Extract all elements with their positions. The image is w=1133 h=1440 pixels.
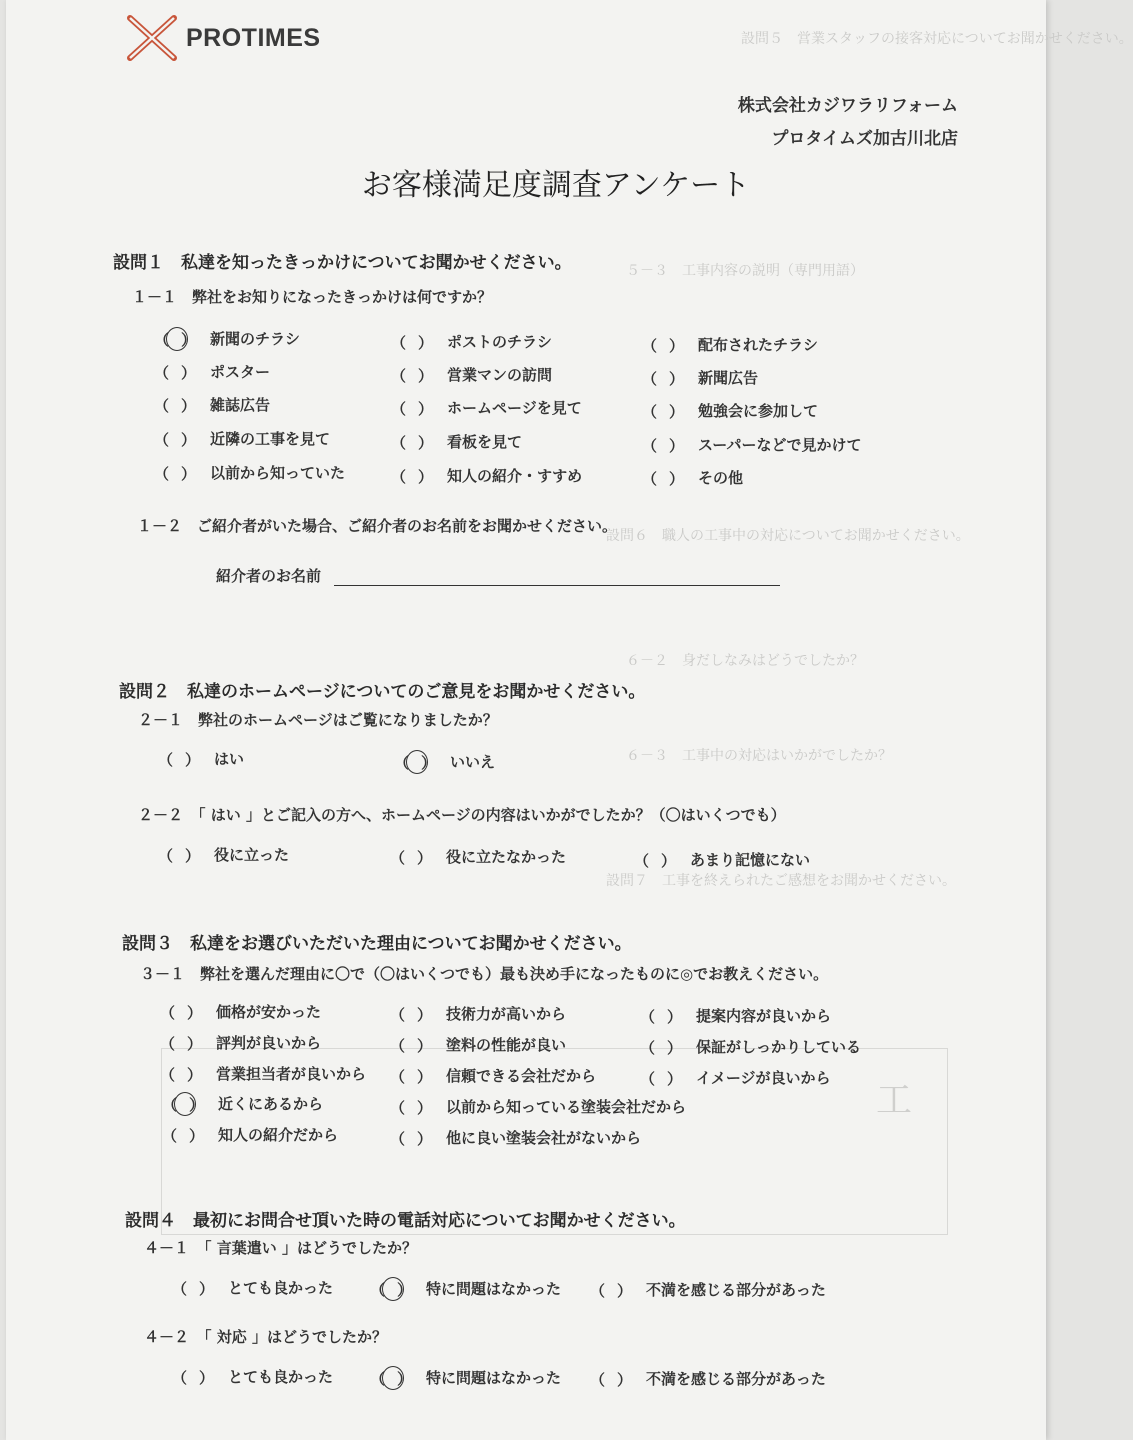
bleed-through-handwriting: 工 <box>876 1080 913 1121</box>
option-q1-14[interactable]: （ ） 知人の紹介・すすめ <box>391 467 583 486</box>
option-q3-2[interactable]: （ ） 技術力が高いから <box>390 1005 567 1024</box>
question-4-1-label: ４－１ 「 言葉遣い 」はどうでしたか？ <box>144 1239 417 1257</box>
option-label: 以前から知っていた <box>210 464 346 482</box>
question-3-1-label: ３－１ 弊社を選んだ理由に〇で（〇はいくつでも）最も決め手になったものに◎でお教えください。 <box>140 965 829 983</box>
option-q4-2-3[interactable]: （ ） 不満を感じる部分があった <box>590 1370 826 1389</box>
option-label: 特に問題はなかった <box>426 1280 562 1298</box>
option-label: 知人の紹介・すすめ <box>447 467 583 485</box>
option-q3-10[interactable]: （ ） 近くにあるから <box>162 1093 323 1114</box>
company-branch: プロタイムズ加古川北店 <box>771 129 958 149</box>
option-q1-11[interactable]: （ ） 看板を見て <box>391 433 523 452</box>
option-q4-1-1[interactable]: （ ） とても良かった <box>172 1279 334 1298</box>
option-label: 信頼できる会社だから <box>446 1067 597 1085</box>
bleed-through-text: ５－３ 工事内容の説明（専門用語） <box>626 263 864 279</box>
option-label: ポストのチラシ <box>447 333 553 351</box>
survey-sheet <box>6 0 1133 1440</box>
option-q3-3[interactable]: （ ） 提案内容が良いから <box>640 1007 832 1026</box>
option-label: 特に問題はなかった <box>426 1369 562 1387</box>
option-q1-6[interactable]: （ ） 新聞広告 <box>642 369 759 388</box>
option-label: ホームページを見て <box>447 399 582 417</box>
option-q1-1[interactable]: （ ） 新聞のチラシ <box>154 328 300 349</box>
question-3-label: 設問３ 私達をお選びいただいた理由についてお聞かせください。 <box>122 934 632 954</box>
bleed-through-text: ６－３ 工事中の対応はいかがでしたか？ <box>626 748 892 764</box>
option-label: 役に立った <box>214 846 290 864</box>
option-q1-4[interactable]: （ ） ポスター <box>154 363 271 382</box>
option-label: 以前から知っている塗装会社だから <box>446 1098 687 1116</box>
option-label: 営業マンの訪問 <box>447 366 553 384</box>
question-2-label: 設問２ 私達のホームページについてのご意見をお聞かせください。 <box>119 682 646 702</box>
option-q1-12[interactable]: （ ） スーパーなどで見かけて <box>642 436 862 455</box>
option-label: いいえ <box>450 753 496 771</box>
option-label: 提案内容が良いから <box>696 1007 832 1025</box>
option-q2-2-2[interactable]: （ ） 役に立たなかった <box>390 848 567 867</box>
bleed-through-text: 設問７ 工事を終えられたご感想をお聞かせください。 <box>606 873 956 889</box>
bleed-through-text: 設問５ 営業スタッフの接客対応についてお聞かせください。 <box>741 31 1133 47</box>
option-q3-11[interactable]: （ ） 以前から知っている塗装会社だから <box>390 1098 687 1117</box>
option-label: 勉強会に参加して <box>698 402 819 420</box>
option-label: 価格が安かった <box>216 1003 322 1021</box>
option-label: 営業担当者が良いから <box>216 1065 367 1083</box>
option-label: 塗料の性能が良い <box>446 1036 567 1054</box>
option-label: 雑誌広告 <box>210 396 271 414</box>
option-label: 新聞広告 <box>698 369 759 387</box>
option-label: 役に立たなかった <box>446 848 567 866</box>
option-label: はい <box>214 750 245 768</box>
option-q1-9[interactable]: （ ） 勉強会に参加して <box>642 402 819 421</box>
option-q2-1-yes[interactable]: （ ） はい <box>158 750 245 769</box>
option-q3-6[interactable]: （ ） 保証がしっかりしている <box>640 1038 862 1057</box>
protimes-logo <box>124 12 321 64</box>
option-label: 近隣の工事を見て <box>210 430 331 448</box>
option-q1-2[interactable]: （ ） ポストのチラシ <box>391 333 553 352</box>
option-q3-5[interactable]: （ ） 塗料の性能が良い <box>390 1036 567 1055</box>
option-label: ポスター <box>210 363 271 381</box>
option-label: イメージが良いから <box>696 1069 831 1087</box>
option-label: 近くにあるから <box>218 1095 324 1113</box>
option-q4-1-2[interactable]: （ ） 特に問題はなかった <box>370 1278 561 1299</box>
option-label: 不満を感じる部分があった <box>646 1281 826 1299</box>
option-q4-1-3[interactable]: （ ） 不満を感じる部分があった <box>590 1281 826 1300</box>
option-label: とても良かった <box>228 1368 334 1386</box>
option-label: 新聞のチラシ <box>210 330 301 348</box>
option-label: 看板を見て <box>447 433 523 451</box>
option-label: あまり記憶にない <box>690 851 811 869</box>
option-label: 知人の紹介だから <box>218 1126 339 1144</box>
option-q3-4[interactable]: （ ） 評判が良いから <box>160 1034 322 1053</box>
bleed-through-text: 設問６ 職人の工事中の対応についてお聞かせください。 <box>606 528 970 544</box>
option-label: 他に良い塗装会社がないから <box>446 1129 642 1147</box>
option-q3-8[interactable]: （ ） 信頼できる会社だから <box>390 1067 597 1086</box>
company-info <box>738 90 958 156</box>
option-label: 保証がしっかりしている <box>696 1038 862 1056</box>
option-label: 評判が良いから <box>216 1034 322 1052</box>
option-q4-2-2[interactable]: （ ） 特に問題はなかった <box>370 1367 561 1388</box>
referrer-name-label: 紹介者のお名前 <box>216 567 322 585</box>
option-q3-13[interactable]: （ ） 他に良い塗装会社がないから <box>390 1129 642 1148</box>
option-label: 不満を感じる部分があった <box>646 1370 826 1388</box>
referrer-name-field[interactable] <box>334 585 780 586</box>
question-1-1-label: １－１ 弊社をお知りになったきっかけは何ですか？ <box>132 288 493 306</box>
option-q2-2-1[interactable]: （ ） 役に立った <box>158 846 290 865</box>
option-q1-10[interactable]: （ ） 近隣の工事を見て <box>154 430 331 449</box>
option-q1-7[interactable]: （ ） 雑誌広告 <box>154 396 271 415</box>
survey-title: お客様満足度調査アンケート <box>361 168 751 203</box>
option-q1-8[interactable]: （ ） ホームページを見て <box>391 399 582 418</box>
option-q2-1-no[interactable]: （ ） いいえ <box>394 751 495 772</box>
protimes-logo-icon <box>124 12 180 64</box>
question-2-1-label: ２－１ 弊社のホームページはご覧になりましたか？ <box>138 711 498 729</box>
bleed-through-text: ６－２ 身だしなみはどうでしたか？ <box>626 653 864 669</box>
option-q4-2-1[interactable]: （ ） とても良かった <box>172 1368 334 1387</box>
option-label: 配布されたチラシ <box>698 336 819 354</box>
option-label: スーパーなどで見かけて <box>698 436 862 454</box>
option-q1-15[interactable]: （ ） その他 <box>642 469 744 488</box>
option-q1-3[interactable]: （ ） 配布されたチラシ <box>642 336 819 355</box>
option-q2-2-3[interactable]: （ ） あまり記憶にない <box>634 851 811 870</box>
question-4-2-label: ４－２ 「 対応 」はどうでしたか？ <box>144 1328 387 1346</box>
option-q3-9[interactable]: （ ） イメージが良いから <box>640 1069 831 1088</box>
logo-text: PROTIMES <box>186 23 321 52</box>
question-1-2-label: １－２ ご紹介者がいた場合、ご紹介者のお名前をお聞かせください。 <box>137 517 618 535</box>
question-4-label: 設問４ 最初にお問合せ頂いた時の電話対応についてお聞かせください。 <box>125 1211 686 1231</box>
option-label: その他 <box>698 469 744 487</box>
option-q3-1[interactable]: （ ） 価格が安かった <box>160 1003 322 1022</box>
option-q1-5[interactable]: （ ） 営業マンの訪問 <box>391 366 553 385</box>
option-q3-7[interactable]: （ ） 営業担当者が良いから <box>160 1065 367 1084</box>
question-2-2-label: ２－２ 「 はい 」とご記入の方へ、ホームページの内容はいかがでしたか？（〇はいくつでも） <box>138 806 786 824</box>
company-name: 株式会社カジワラリフォーム <box>737 96 958 116</box>
option-q1-13[interactable]: （ ） 以前から知っていた <box>154 464 346 483</box>
question-1-label: 設問１ 私達を知ったきっかけについてお聞かせください。 <box>113 253 572 273</box>
option-q3-12[interactable]: （ ） 知人の紹介だから <box>162 1126 339 1145</box>
option-label: とても良かった <box>228 1279 334 1297</box>
option-label: 技術力が高いから <box>446 1005 567 1023</box>
